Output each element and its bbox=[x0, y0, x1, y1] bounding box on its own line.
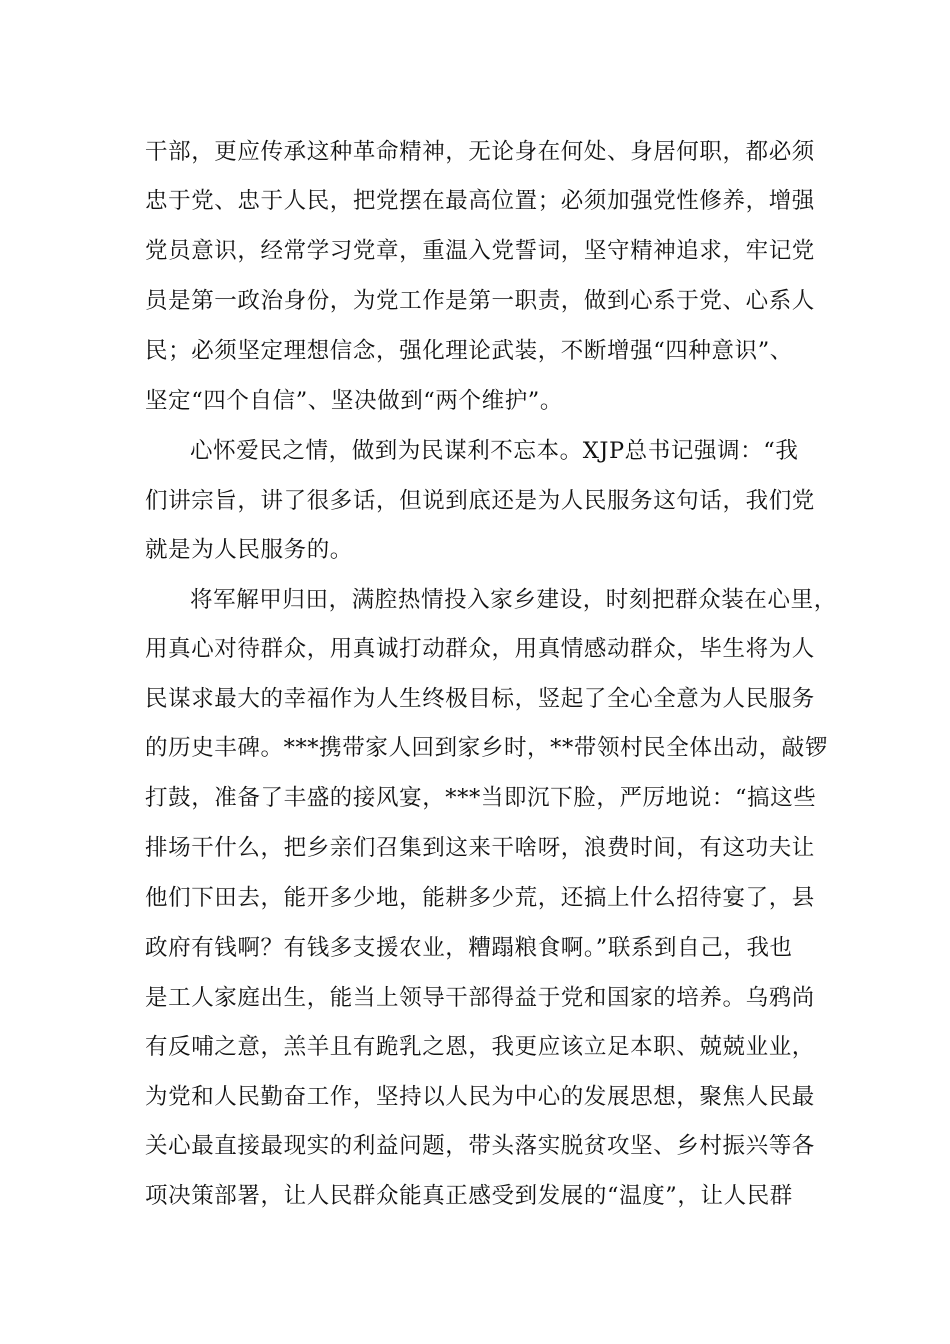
paragraph-start-line: 将军解甲归田，满腔热情投入家乡建设，时刻把群众装在心里， bbox=[190, 587, 837, 613]
text-line: 的历史丰碑。***携带家人回到家乡时，**带领村民全体出动，敲锣 bbox=[145, 735, 828, 761]
text-line: 他们下田去，能开多少地，能耕多少荒，还搞上什么招待宴了，县 bbox=[145, 885, 815, 911]
text-line: 政府有钱啊？有钱多支援农业，糟蹋粮食啊。”联系到自己，我也 bbox=[145, 935, 793, 961]
text-line: 关心最直接最现实的利益问题，带头落实脱贫攻坚、乡村振兴等各 bbox=[145, 1133, 815, 1159]
text-line: 忠于党、忠于人民，把党摆在最高位置；必须加强党性修养，增强 bbox=[145, 188, 815, 214]
text-line: 们讲宗旨，讲了很多话，但说到底还是为人民服务这句话，我们党 bbox=[145, 488, 815, 514]
text-line: 员是第一政治身份，为党工作是第一职责，做到心系于党、心系人 bbox=[145, 288, 815, 314]
paragraph-start-line: 心怀爱民之情，做到为民谋利不忘本。XJP总书记强调：“我 bbox=[190, 438, 799, 464]
text-line: 是工人家庭出生，能当上领导干部得益于党和国家的培养。乌鸦尚 bbox=[145, 985, 815, 1011]
text-line: 坚定“四个自信”、坚决做到“两个维护”。 bbox=[145, 388, 564, 414]
text-line: 为党和人民勤奋工作，坚持以人民为中心的发展思想，聚焦人民最 bbox=[145, 1084, 815, 1110]
text-line: 党员意识，经常学习党章，重温入党誓词，坚守精神追求，牢记党 bbox=[145, 238, 815, 264]
text-line: 民谋求最大的幸福作为人生终极目标，竖起了全心全意为人民服务 bbox=[145, 686, 815, 712]
text-line: 有反哺之意，羔羊且有跪乳之恩，我更应该立足本职、兢兢业业， bbox=[145, 1034, 815, 1060]
text-line: 打鼓，准备了丰盛的接风宴，***当即沉下脸，严厉地说：“搞这些 bbox=[145, 785, 817, 811]
text-line: 排场干什么，把乡亲们召集到这来干啥呀，浪费时间，有这功夫让 bbox=[145, 835, 815, 861]
text-line: 用真心对待群众，用真诚打动群众，用真情感动群众，毕生将为人 bbox=[145, 636, 815, 662]
text-line: 就是为人民服务的。 bbox=[145, 537, 353, 563]
text-line: 干部，更应传承这种革命精神，无论身在何处、身居何职，都必须 bbox=[145, 139, 815, 165]
text-line: 项决策部署，让人民群众能真正感受到发展的“温度”，让人民群 bbox=[145, 1183, 793, 1209]
text-line: 民；必须坚定理想信念，强化理论武装，不断增强“四种意识”、 bbox=[145, 338, 793, 364]
